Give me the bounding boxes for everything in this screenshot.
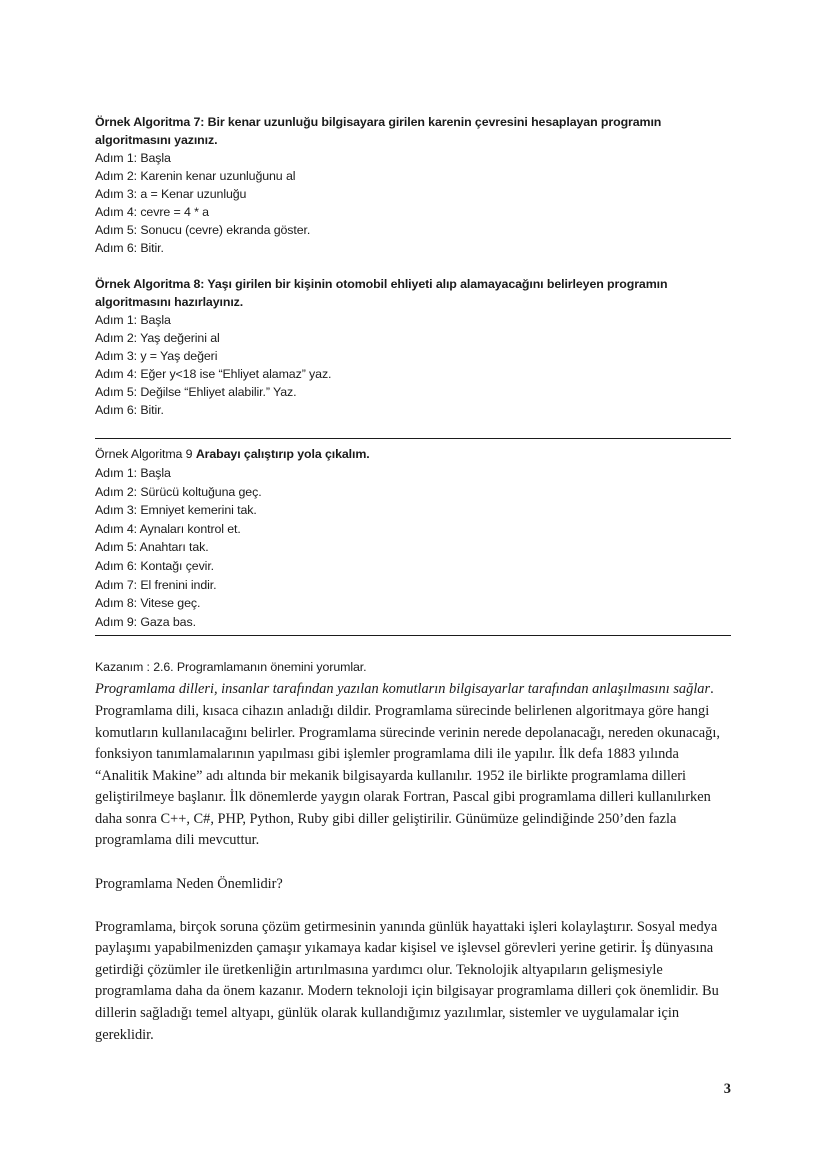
algorithm-9-title-prefix: Örnek Algoritma 9 [95,447,196,462]
algorithm-7-title: Örnek Algoritma 7: Bir kenar uzunluğu bilgisayara girilen karenin çevresini hesaplayan programın algoritmasını yazınız. [95,115,662,147]
section-heading-why-programming: Programlama Neden Önemlidir? [95,876,283,893]
page-number: 3 [723,1081,731,1097]
algorithm-8-title: Örnek Algoritma 8: Yaşı girilen bir kişinin otomobil ehliyeti alıp alamayacağını belirleyen programın algoritmasını hazırlayınız. [95,277,668,309]
lesson-paragraph-1-italic: Programlama dilleri, insanlar tarafından yazılan komutların bilgisayarlar tarafından anlaşılmasını sağlar [95,681,711,698]
algorithm-9-title-bold: Arabayı çalıştırıp yola çıkalım. [195,447,370,462]
algorithm-8-step: Adım 6: Bitir. [95,403,164,418]
algorithm-9-step: Adım 5: Anahtarı tak. [95,540,209,555]
algorithm-9-block [95,438,731,636]
lesson-section [95,658,731,1046]
lesson-paragraph-2: Programlama, birçok soruna çözüm getirmesinin yanında günlük hayattaki işleri kolaylaştırır. Sosyal medya paylaşımı yapabilmenizden çamaşır yıkamaya kadar kişisel ve işlevsel görevleri yerine getirir. İş dünyasına getirdiği çözümler ile üretkenliğin artırılmasına yardımcı olur. Teknolojik altyapıların gelişmesiyle programlama daha da önem kazanır. Modern teknoloji için bilgisayar programlama dilleri çok önemlidir. Bu dillerin sağladığı temel altyapı, günlük olarak kullandığımız yazılımlar, sistemler ve uygulamalar için gereklidir. [95,918,719,1043]
algorithm-7-step: Adım 6: Bitir. [95,241,164,256]
algorithm-9-step: Adım 8: Vitese geç. [95,596,201,611]
algorithm-9-step: Adım 7: El frenini indir. [95,577,217,592]
algorithm-9-step: Adım 2: Sürücü koltuğuna geç. [95,484,262,499]
algorithm-7-step: Adım 5: Sonucu (cevre) ekranda göster. [95,223,311,238]
algorithm-8-block [95,276,731,419]
page-content [95,114,731,1046]
algorithm-7-step: Adım 3: a = Kenar uzunluğu [95,187,247,202]
algorithm-9-title [95,445,731,464]
algorithm-8-step: Adım 1: Başla [95,313,171,328]
lesson-paragraph-1 [95,679,731,852]
kazanim-line: Kazanım : 2.6. Programlamanın önemini yorumlar. [95,660,367,675]
algorithm-9-step: Adım 4: Aynaları kontrol et. [95,521,241,536]
algorithm-8-step: Adım 3: y = Yaş değeri [95,349,218,364]
algorithm-7-step: Adım 1: Başla [95,151,171,166]
algorithm-9-step: Adım 1: Başla [95,465,171,480]
algorithm-7-step: Adım 2: Karenin kenar uzunluğunu al [95,169,296,184]
algorithm-8-step: Adım 5: Değilse “Ehliyet alabilir.” Yaz. [95,385,297,400]
algorithm-9-step: Adım 6: Kontağı çevir. [95,558,215,573]
algorithm-8-step: Adım 4: Eğer y<18 ise “Ehliyet alamaz” yaz. [95,367,332,382]
algorithm-7-block [95,114,731,257]
algorithm-7-step: Adım 4: cevre = 4 * a [95,205,209,220]
algorithm-9-step: Adım 3: Emniyet kemerini tak. [95,503,257,518]
lesson-paragraph-1-rest: . Programlama dili, kısaca cihazın anladığı dildir. Programlama sürecinde belirlenen algoritmaya göre hangi komutların kullanılacağını belirler. Programlama sürecinde verinin nerede depolanacağı, nereden okunacağı, fonksiyon tanımlamalarının yapılması gibi işlemler programlama dili ile yapılır. İlk defa 1883 yılında “Analitik Makine” adı altında bir mekanik bilgisayarda kullanılır. 1952 ile birlikte programlama dilleri geliştirilmeye başlanır. İlk dönemlerde yaygın olarak Fortran, Pascal gibi programlama dilleri kullanılırken daha sonra C++, C#, PHP, Python, Ruby gibi diller geliştirilir. Günümüze gelindiğinde 250’den fazla programlama dili mevcuttur. [95,681,720,849]
algorithm-9-step: Adım 9: Gaza bas. [95,614,196,629]
algorithm-8-step: Adım 2: Yaş değerini al [95,331,220,346]
